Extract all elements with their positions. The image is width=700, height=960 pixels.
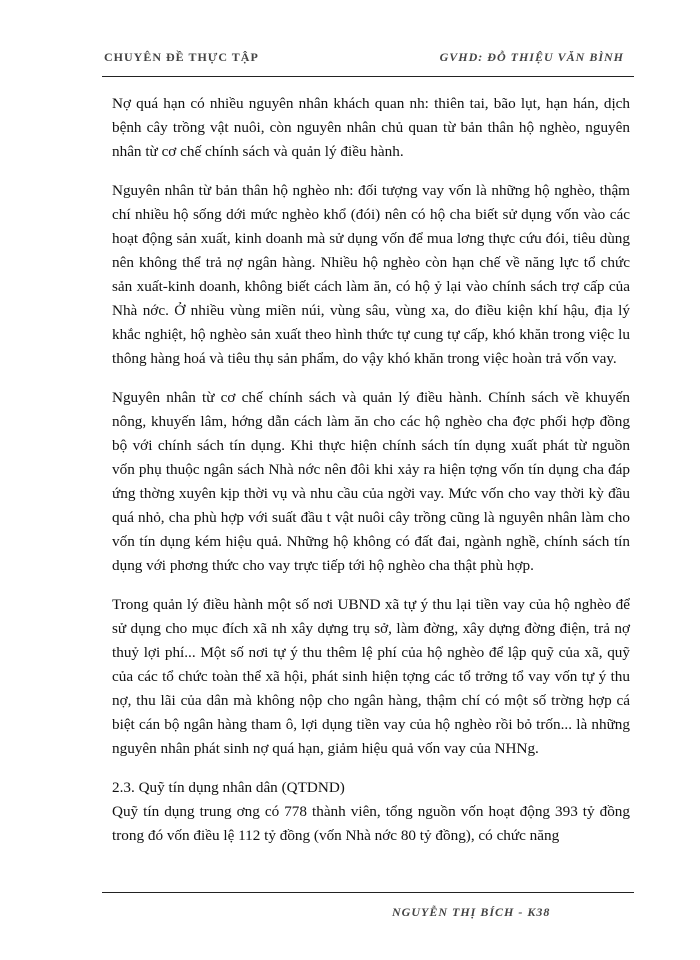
footer-text: NGUYỄN THỊ BÍCH - K38 bbox=[392, 905, 551, 919]
paragraph-4: Trong quản lý điều hành một số nơi UBND xã tự ý thu lại tiền vay của hộ nghèo để sử dụng cho mục đích xã nh xây dựng trụ sở, làm đờng, xây dựng đờng điện, trả nợ thuỷ lợi phí... Một số nơi tự ý thu thêm lệ phí của hộ nghèo để lập quỹ của xã, quỹ của các tổ chức toàn thể xã hội, phát sinh hiện tợng các tổ trởng tổ vay vốn tự ý thu nợ, thu lãi của dân mà không nộp cho ngân hàng, thậm chí có một số trờng hợp cá biệt cán bộ ngân hàng tham ô, lợi dụng tiền vay của hộ nghèo rồi bỏ trốn... là những nguyên nhân phát sinh nợ quá hạn, giảm hiệu quả vốn vay của NHNg. bbox=[112, 596, 630, 757]
document-body bbox=[112, 92, 630, 863]
header-left: CHUYÊN ĐỀ THỰC TẬP bbox=[104, 50, 259, 64]
header-rule bbox=[102, 76, 634, 77]
section-heading: 2.3. Quỹ tín dụng nhân dân (QTDND) bbox=[112, 779, 345, 796]
section-paragraph: Quỹ tín dụng trung ơng có 778 thành viên, tổng nguồn vốn hoạt động 393 tỷ đồng trong đó vốn điều lệ 112 tỷ đồng (vốn Nhà nớc 80 tỷ đồng), có chức năng bbox=[112, 803, 630, 844]
paragraph-1: Nợ quá hạn có nhiều nguyên nhân khách quan nh: thiên tai, bão lụt, hạn hán, dịch bệnh cây trồng vật nuôi, còn nguyên nhân chủ quan từ bản thân hộ nghèo, nguyên nhân từ cơ chế chính sách và quản lý điều hành. bbox=[112, 95, 630, 160]
header-right: GVHD: ĐỖ THIỆU VĂN BÌNH bbox=[439, 50, 624, 64]
paragraph-3: Nguyên nhân từ cơ chế chính sách và quản lý điều hành. Chính sách về khuyến nông, khuyến lâm, hớng dẫn cách làm ăn cho các hộ nghèo cha đợc phối hợp đồng bộ với chính sách tín dụng. Khi thực hiện chính sách tín dụng xuất phát từ nguồn vốn phụ thuộc ngân sách Nhà nớc nên đôi khi xảy ra hiện tợng vốn tín dụng cha đáp ứng thờng xuyên kịp thời vụ và nhu cầu của ngời vay. Mức vốn cho vay thời kỳ đầu quá nhỏ, cha phù hợp với suất đầu t vật nuôi cây trồng cũng là nguyên nhân làm cho vốn tín dụng kém hiệu quả. Những hộ không có đất đai, ngành nghề, chính sách tín dụng với phơng thức cho vay trực tiếp tới hộ nghèo cha thật phù hợp. bbox=[112, 389, 630, 574]
footer-rule bbox=[102, 892, 634, 893]
paragraph-2: Nguyên nhân từ bản thân hộ nghèo nh: đối tượng vay vốn là những hộ nghèo, thậm chí nhiều hộ sống dới mức nghèo khổ (đói) nên có hộ cha biết sử dụng vốn vào các hoạt động sản xuất, kinh doanh mà sử dụng vốn để mua lơng thực cứu đói, tiêu dùng nên không thể trả nợ ngân hàng. Nhiều hộ nghèo còn hạn chế về năng lực tổ chức sản xuất-kinh doanh, không biết cách làm ăn, có hộ ỷ lại vào chính sách trợ cấp của Nhà nớc. Ở nhiều vùng miền núi, vùng sâu, vùng xa, do điều kiện khí hậu, địa lý khắc nghiệt, hộ nghèo sản xuất theo hình thức tự cung tự cấp, khó khăn trong việc lu thông hàng hoá và tiêu thụ sản phẩm, do vậy khó khăn trong việc hoàn trả vốn vay. bbox=[112, 182, 630, 367]
